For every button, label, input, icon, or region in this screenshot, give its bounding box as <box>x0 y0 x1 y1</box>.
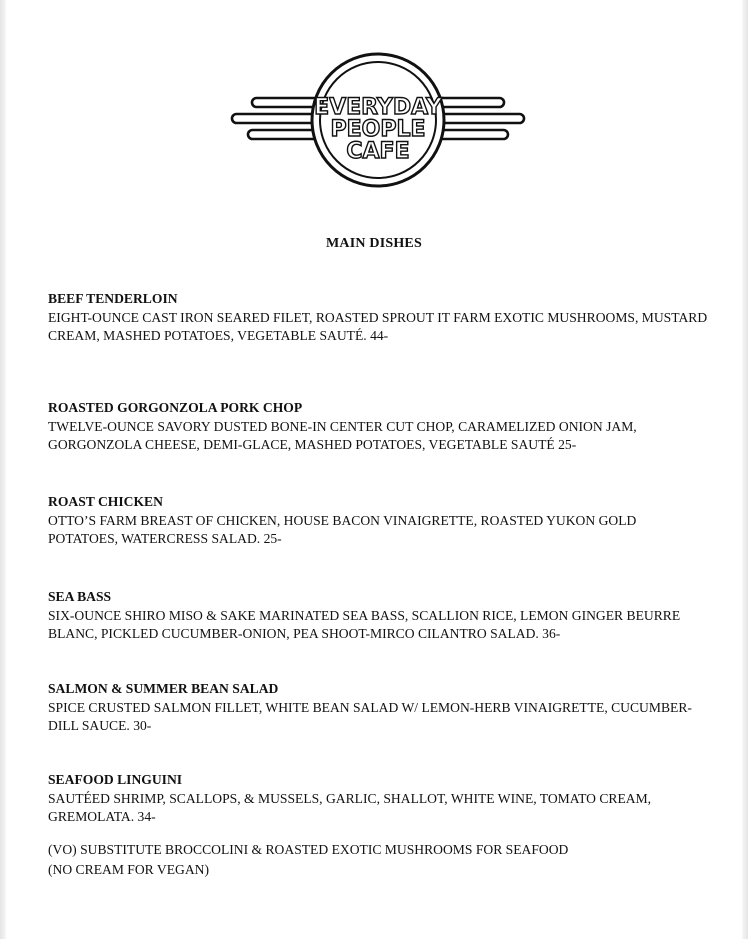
logo-text-line2: PEOPLE <box>330 117 426 142</box>
dish-name: BEEF TENDERLOIN <box>48 291 178 306</box>
page-left-edge <box>0 0 6 939</box>
dish-name: SEAFOOD LINGUINI <box>48 772 183 787</box>
cafe-logo <box>228 52 528 192</box>
vegan-note <box>48 840 708 880</box>
menu-item <box>48 680 708 736</box>
menu-item <box>48 588 708 644</box>
logo-text-line1: EVERYDAY <box>314 95 442 120</box>
menu-item <box>48 771 708 827</box>
logo-text-line3: CAFE <box>346 139 410 164</box>
dish-name: ROAST CHICKEN <box>48 494 163 509</box>
section-title: MAIN DISHES <box>326 236 422 251</box>
dish-name: ROASTED GORGONZOLA PORK CHOP <box>48 400 303 415</box>
dish-name: SEA BASS <box>48 589 112 604</box>
dish-description: OTTO’S FARM BREAST OF CHICKEN, HOUSE BACON VINAIGRETTE, ROASTED YUKON GOLD POTATOES, WATERCRESS SALAD. 25- <box>48 512 637 546</box>
dish-description: EIGHT-OUNCE CAST IRON SEARED FILET, ROASTED SPROUT IT FARM EXOTIC MUSHROOMS, MUSTARD CREAM, MASHED POTATOES, VEGETABLE SAUTÉ. 44- <box>48 309 708 343</box>
menu-item <box>48 493 708 549</box>
dish-description: SIX-OUNCE SHIRO MISO & SAKE MARINATED SEA BASS, SCALLION RICE, LEMON GINGER BEURRE BLANC, PICKLED CUCUMBER-ONION, PEA SHOOT-MIRCO CILANTRO SALAD. 36- <box>48 607 681 641</box>
menu-item <box>48 399 708 455</box>
page-right-edge <box>742 0 748 939</box>
vegan-note-line1: (VO) SUBSTITUTE BROCCOLINI & ROASTED EXOTIC MUSHROOMS FOR SEAFOOD <box>48 842 569 857</box>
vegan-note-line2: (NO CREAM FOR VEGAN) <box>48 862 209 877</box>
dish-description: SPICE CRUSTED SALMON FILLET, WHITE BEAN SALAD W/ LEMON-HERB VINAIGRETTE, CUCUMBER-DILL SAUCE. 30- <box>48 699 692 733</box>
dish-description: SAUTÉED SHRIMP, SCALLOPS, & MUSSELS, GARLIC, SHALLOT, WHITE WINE, TOMATO CREAM, GREMOLATA. 34- <box>48 790 652 824</box>
dish-description: TWELVE-OUNCE SAVORY DUSTED BONE-IN CENTER CUT CHOP, CARAMELIZED ONION JAM, GORGONZOLA CHEESE, DEMI-GLACE, MASHED POTATOES, VEGETABLE SAUTÉ 25- <box>48 418 637 452</box>
dish-name: SALMON & SUMMER BEAN SALAD <box>48 681 279 696</box>
menu-item <box>48 290 708 346</box>
